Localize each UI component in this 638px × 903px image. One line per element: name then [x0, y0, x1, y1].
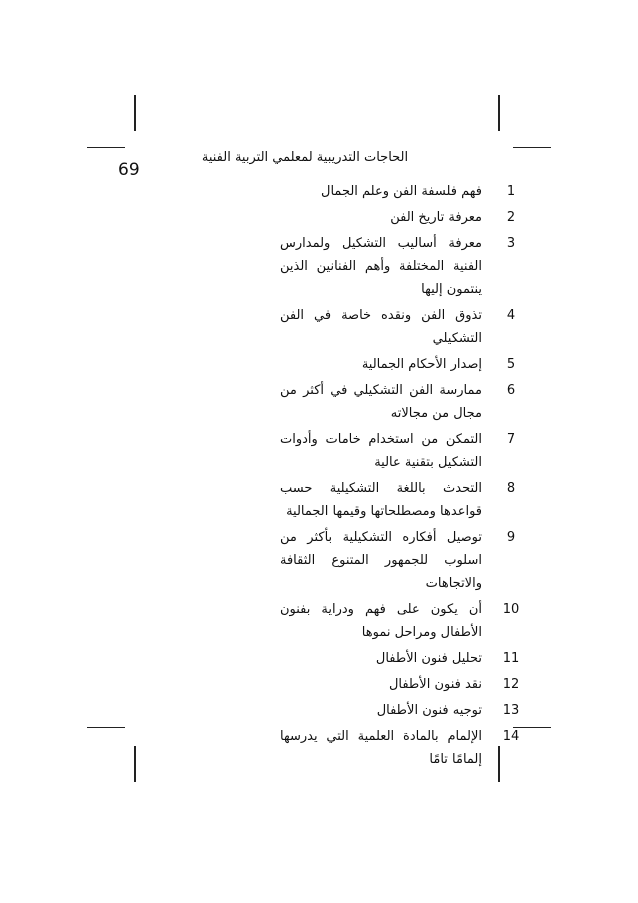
item-number: 5	[506, 357, 516, 372]
list-item	[280, 379, 522, 425]
item-text: الإلمام بالمادة العلمية التي يدرسها إلمامًا تامًا	[280, 729, 482, 767]
item-number: 1	[506, 184, 516, 199]
list-item	[280, 526, 522, 595]
list-item	[280, 353, 522, 376]
list-item	[280, 304, 522, 350]
item-text: إصدار الأحكام الجمالية	[361, 357, 482, 372]
item-number: 12	[502, 677, 520, 692]
item-text: معرفة أساليب التشكيل ولمدارس الفنية المختلفة وأهم الفنانين الذين ينتمون إليها	[280, 236, 482, 297]
crop-mark-top-left-h	[87, 147, 125, 148]
list-item	[280, 180, 522, 203]
crop-mark-top-right-v	[498, 95, 500, 131]
crop-mark-top-right-h	[513, 147, 551, 148]
item-number: 7	[506, 432, 516, 447]
item-number: 10	[502, 602, 520, 617]
item-text: التحدث باللغة التشكيلية حسب قواعدها ومصطلحاتها وقيمها الجمالية	[280, 481, 482, 519]
list-item	[280, 477, 522, 523]
item-number: 2	[506, 210, 516, 225]
list-item	[280, 673, 522, 696]
item-number: 3	[506, 236, 516, 251]
list-item	[280, 598, 522, 644]
page-number: 69	[118, 160, 140, 180]
item-text: التمكن من استخدام خامات وأدوات التشكيل بتقنية عالية	[280, 432, 482, 470]
item-number: 4	[506, 308, 516, 323]
item-number: 13	[502, 703, 520, 718]
item-number: 8	[506, 481, 516, 496]
item-number: 11	[502, 651, 520, 666]
crop-mark-bottom-left-v	[134, 746, 136, 782]
item-text: فهم فلسفة الفن وعلم الجمال	[321, 184, 482, 199]
training-needs-list	[280, 180, 522, 774]
list-item	[280, 699, 522, 722]
item-text: توصيل أفكاره التشكيلية بأكثر من اسلوب للجمهور المتنوع الثقافة والاتجاهات	[280, 530, 482, 591]
item-number: 6	[506, 383, 516, 398]
item-text: ممارسة الفن التشكيلي في أكثر من مجال من مجالاته	[280, 383, 482, 421]
list-item	[280, 725, 522, 771]
list-item	[280, 647, 522, 670]
item-text: توجيه فنون الأطفال	[376, 703, 482, 718]
crop-mark-top-left-v	[134, 95, 136, 131]
crop-mark-bottom-left-h	[87, 727, 125, 728]
list-item	[280, 428, 522, 474]
item-text: تحليل فنون الأطفال	[375, 651, 482, 666]
item-number: 9	[506, 530, 516, 545]
item-text: نقد فنون الأطفال	[388, 677, 482, 692]
running-header: الحاجات التدريبية لمعلمي التربية الفنية	[201, 150, 409, 165]
item-number: 14	[502, 729, 520, 744]
item-text: تذوق الفن ونقده خاصة في الفن التشكيلي	[280, 308, 482, 346]
list-item	[280, 206, 522, 229]
item-text: أن يكون على فهم ودراية بفنون الأطفال ومراحل نموها	[280, 602, 482, 640]
list-item	[280, 232, 522, 301]
item-text: معرفة تاريخ الفن	[390, 210, 482, 225]
